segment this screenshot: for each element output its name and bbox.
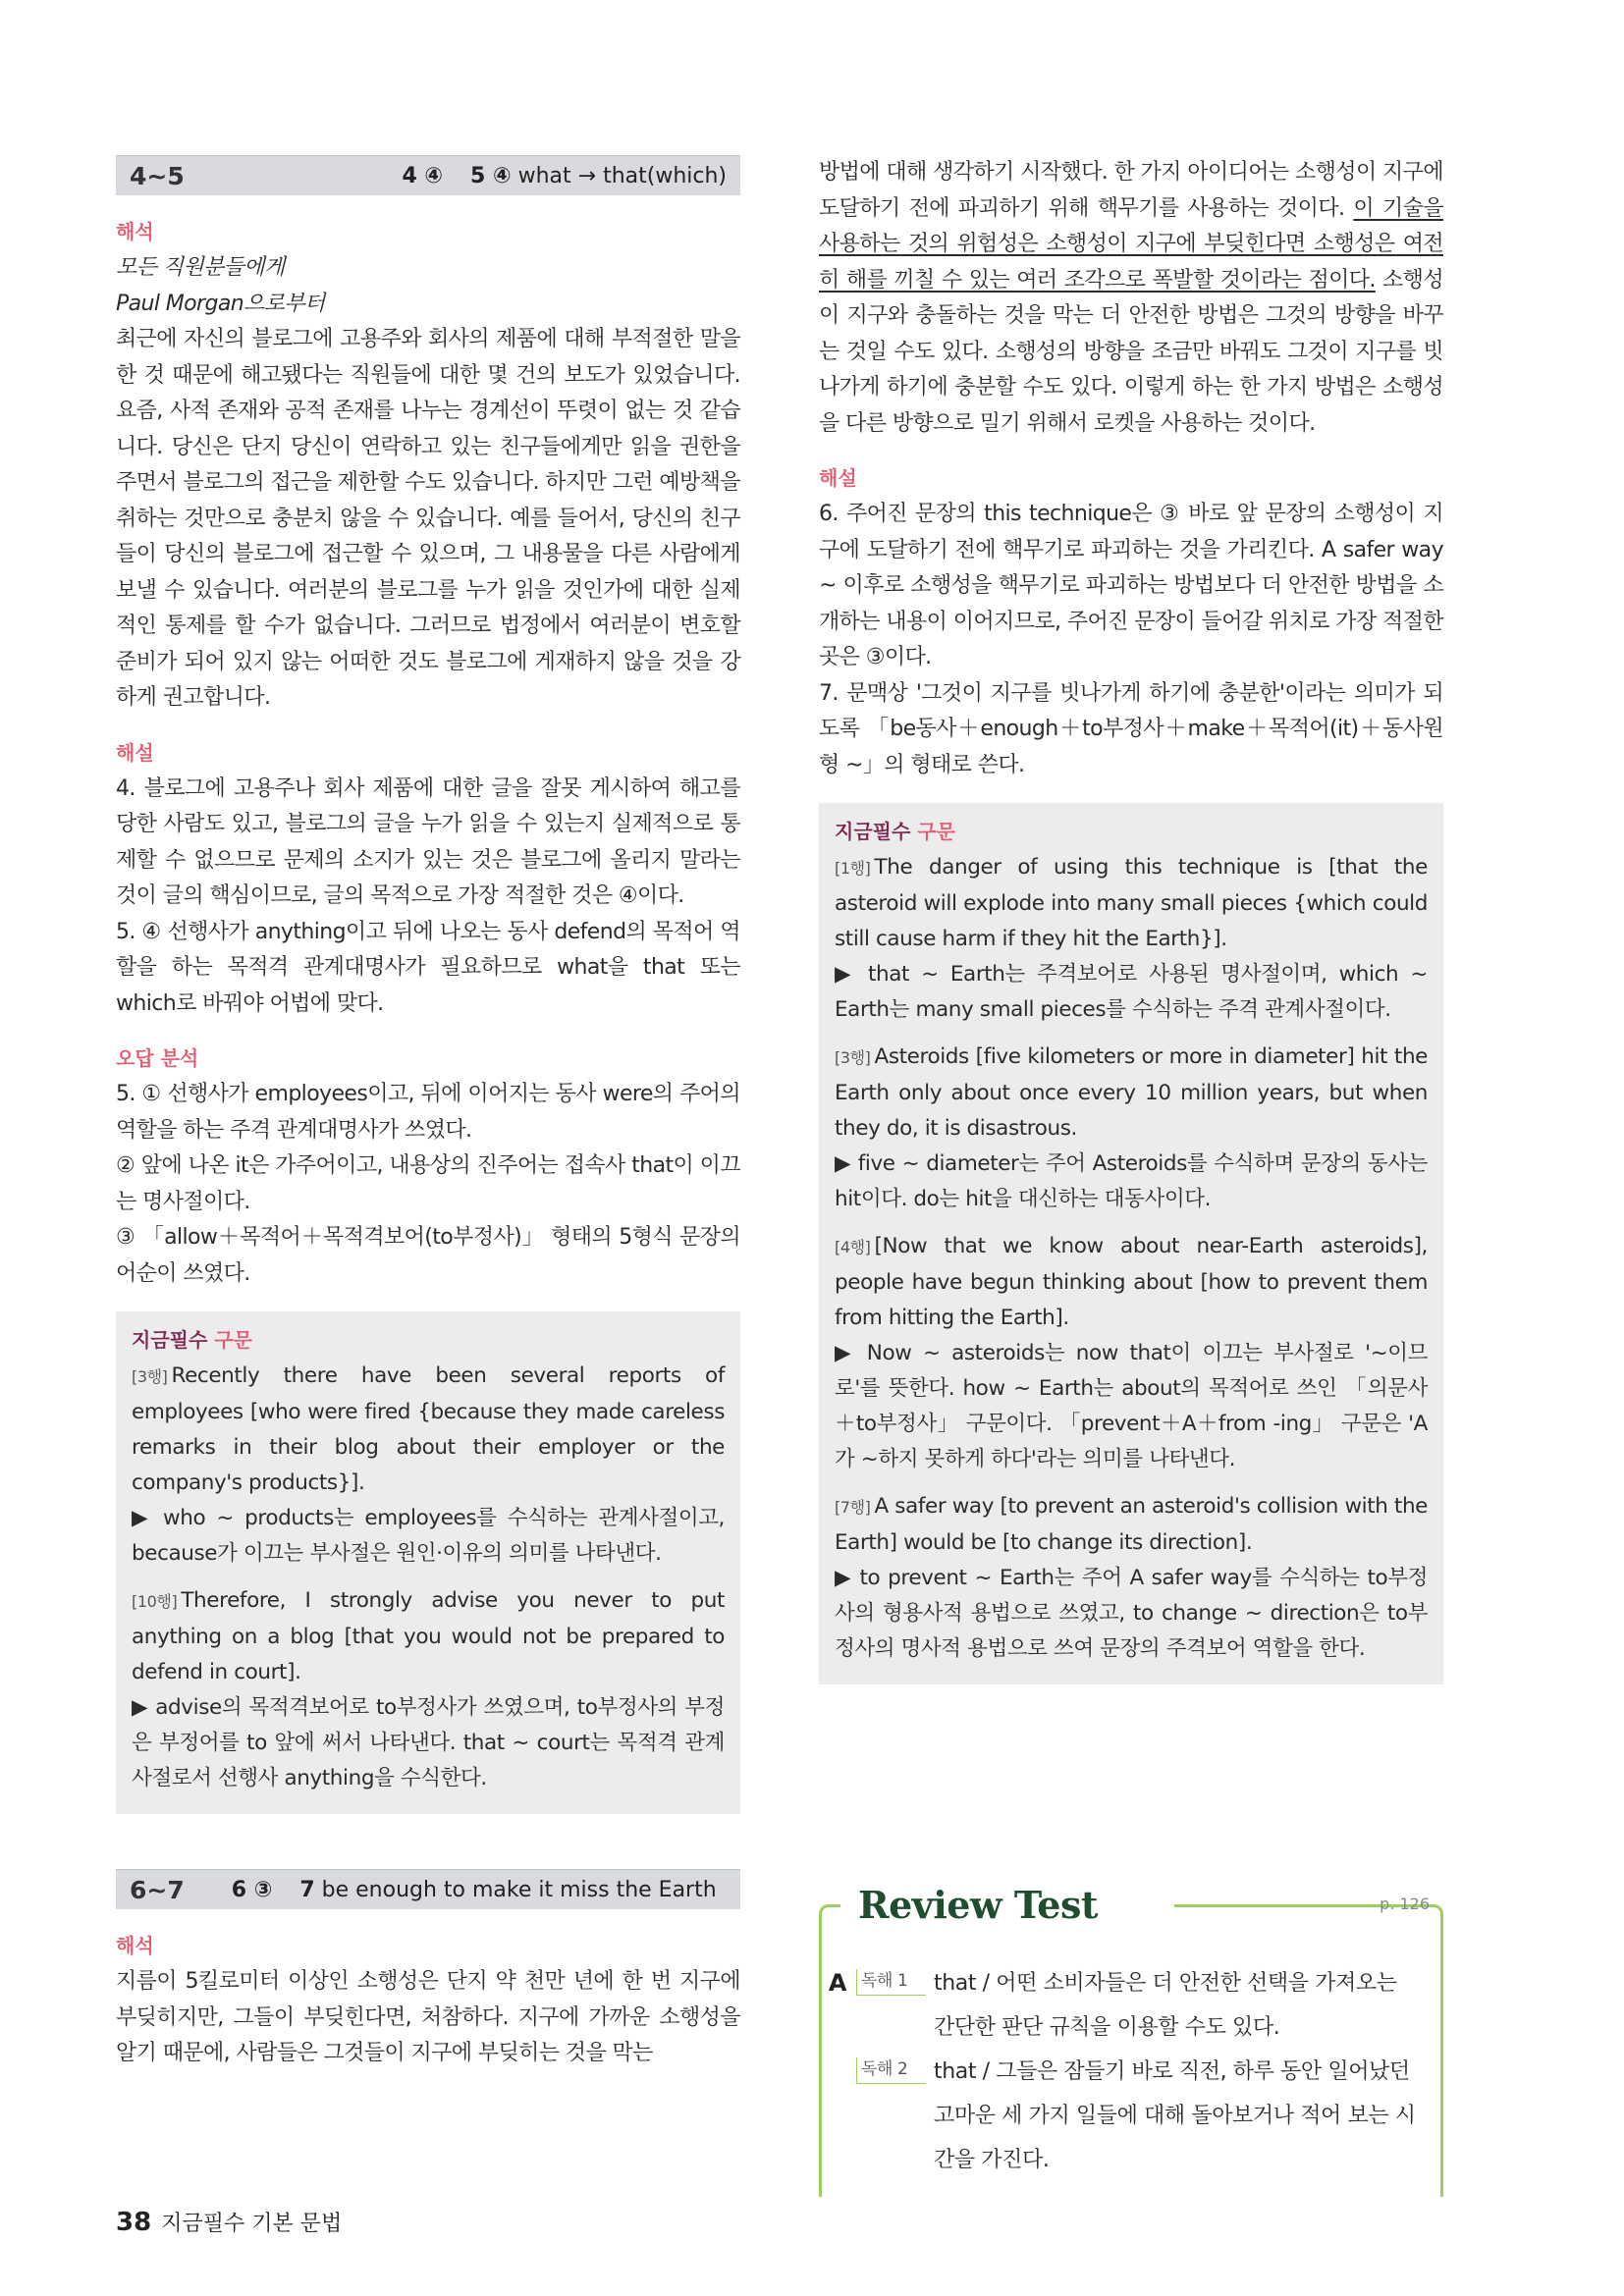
syntax-sentence: [1행] The danger of using this technique is [that the asteroid will explode into many small pieces {which could still cause harm if they hit the Earth}]. bbox=[835, 855, 1428, 951]
section-number: 4~5 bbox=[130, 161, 185, 190]
wrong-analysis-3: ③ 「allow＋목적어＋목적격보어(to부정사)」 형태의 5형식 문장의 어순이 쓰였다. bbox=[116, 1225, 740, 1286]
wrong-analysis-2: ② 앞에 나온 it은 가주어이고, 내용상의 진주어는 접속사 that이 이끄는 명사절이다. bbox=[116, 1153, 740, 1214]
section-number: 6~7 bbox=[130, 1875, 185, 1904]
syntax-sentence: [3행] Asteroids [five kilometers or more in diameter] hit the Earth only about once every 10 million years, but when they do, it is disastrous. bbox=[835, 1044, 1428, 1141]
answer-bar-6-7 bbox=[116, 1869, 740, 1909]
review-item-text: that / 어떤 소비자들은 더 안전한 선택을 가져오는 간단한 판단 규칙을 이용할 수도 있다. bbox=[934, 1971, 1397, 2040]
explanation-6: 6. 주어진 문장의 this technique은 ③ 바로 앞 문장의 소행성이 지구에 도달하기 전에 핵무기로 파괴하는 것을 가리킨다. A safer way ~ 이후로 소행성을 핵무기로 파괴하는 방법보다 더 안전한 방법을 소개하는 내용이 이어지므로, 주어진 문장이 들어갈 위치로 가장 적절한 곳은 ③이다. bbox=[819, 502, 1443, 669]
label-wrong-analysis: 오답 분석 bbox=[116, 1046, 199, 1070]
syntax-note: ▶ five ~ diameter는 주어 Asteroids를 수식하며 문장의 동사는 hit이다. do는 hit을 대신하는 대동사이다. bbox=[835, 1151, 1428, 1211]
syntax-note: ▶ that ~ Earth는 주격보어로 사용된 명사절이며, which ~ Earth는 many small pieces를 수식하는 주격 관계사절이다. bbox=[835, 962, 1428, 1022]
left-column bbox=[116, 155, 740, 2072]
label-explanation: 해설 bbox=[116, 740, 154, 765]
page-footer bbox=[116, 2207, 342, 2237]
translation-text: 지름이 5킬로미터 이상인 소행성은 단지 약 천만 년에 한 번 지구에 부딪히지만, 그들이 부딪힌다면, 처참하다. 지구에 가까운 소행성을 알기 때문에, 사람들은 그것들이 지구에 부딪히는 것을 막는 bbox=[116, 1969, 740, 2065]
label-translation: 해석 bbox=[116, 1934, 154, 1957]
answer-key: 6 ③ 7 be enough to make it miss the Earth bbox=[231, 1877, 717, 1902]
syntax-note: ▶ advise의 목적격보어로 to부정사가 쓰였으며, to부정사의 부정은 부정어를 to 앞에 써서 나타낸다. that ~ court는 목적격 관계사절로서 선행사 anything을 수식한다. bbox=[132, 1695, 725, 1790]
syntax-note: ▶ who ~ products는 employees를 수식하는 관계사절이고, because가 이끄는 부사절은 원인·이유의 의미를 나타낸다. bbox=[132, 1506, 725, 1566]
syntax-sentence: [7행] A safer way [to prevent an asteroid's collision with the Earth] would be [to change its direction]. bbox=[835, 1494, 1428, 1555]
wrong-analysis-1: 5. ① 선행사가 employees이고, 뒤에 이어지는 동사 were의 주어의 역할을 하는 주격 관계대명사가 쓰였다. bbox=[116, 1082, 740, 1143]
review-item-tag: 독해 1 bbox=[856, 1969, 926, 1996]
underlined-sentence: 이 기술을 사용하는 것의 위험성은 소행성이 지구에 부딪힌다면 소행성은 여전히 해를 끼칠 수 있는 여러 조각으로 폭발할 것이라는 점이다. bbox=[819, 195, 1443, 293]
review-title: Review Test bbox=[858, 1883, 1098, 1927]
key-syntax-box bbox=[116, 1311, 740, 1814]
page-number: 38 bbox=[116, 2208, 152, 2237]
syntax-sentence: [4행] [Now that we know about near-Earth asteroids], people have begun thinking about [how to prevent them from hitting the Earth]. bbox=[835, 1234, 1428, 1330]
translation-continued: 방법에 대해 생각하기 시작했다. 한 가지 아이디어는 소행성이 지구에 도달하기 전에 파괴하기 위해 핵무기를 사용하는 것이다. 이 기술을 사용하는 것의 위험성은 소행성이 지구에 부딪힌다면 소행성은 여전히 해를 끼칠 수 있는 여러 조각으로 폭발할 것이라는 점이다. 소행성이 지구와 충돌하는 것을 막는 더 안전한 방법은 그것의 방향을 바꾸는 것일 수도 있다. 소행성의 방향을 조금만 바꿔도 그것이 지구를 빗나가게 하기에 충분할 수도 있다. 이렇게 하는 한 가지 방법은 소행성을 다른 방향으로 밀기 위해서 로켓을 사용하는 것이다. bbox=[819, 160, 1443, 436]
box-title: 지금필수 구문 bbox=[132, 1328, 252, 1352]
key-syntax-box bbox=[819, 803, 1443, 1684]
answer-bar-4-5 bbox=[116, 155, 740, 195]
right-column bbox=[819, 155, 1443, 1684]
explanation-7: 7. 문맥상 '그것이 지구를 빗나가게 하기에 충분한'이라는 의미가 되도록 「be동사＋enough＋to부정사＋make＋목적어(it)＋동사원형 ~」의 형태로 쓴다. bbox=[819, 680, 1443, 777]
box-title: 지금필수 구문 bbox=[835, 820, 955, 843]
review-page-ref: p. 126 bbox=[1380, 1895, 1430, 1913]
label-explanation: 해설 bbox=[819, 466, 857, 490]
explanation-5: 5. ④ 선행사가 anything이고 뒤에 나오는 동사 defend의 목적어 역할을 하는 목적격 관계대명사가 필요하므로 what을 that 또는 which로 바꿔야 어법에 맞다. bbox=[116, 919, 740, 1016]
explanation-4: 4. 블로그에 고용주나 회사 제품에 대한 글을 잘못 게시하여 해고를 당한 사람도 있고, 블로그의 글을 누가 읽을 수 있는지 실제적으로 통제할 수 없으므로 문제의 소지가 있는 것은 블로그에 올리지 말라는 것이 글의 핵심이므로, 글의 목적으로 가장 적절한 것은 ④이다. bbox=[116, 775, 740, 908]
syntax-sentence: [10행] Therefore, I strongly advise you never to put anything on a blog [that you would not be prepared to defend in court]. bbox=[132, 1588, 725, 1684]
syntax-note: ▶ to prevent ~ Earth는 주어 A safer way를 수식하는 to부정사의 형용사적 용법으로 쓰였고, to change ~ direction은 to부정사의 명사적 용법으로 쓰여 문장의 주격보어 역할을 한다. bbox=[835, 1566, 1428, 1661]
label-translation: 해석 bbox=[116, 220, 154, 243]
book-title: 지금필수 기본 문법 bbox=[161, 2212, 343, 2236]
review-item-text: that / 그들은 잠들기 바로 직전, 하루 동안 일어났던 고마운 세 가지 일들에 대해 돌아보거나 적어 보는 시간을 가진다. bbox=[934, 2059, 1416, 2172]
review-test-section bbox=[819, 1883, 1443, 2172]
review-item bbox=[819, 2050, 1443, 2182]
review-item-tag: 독해 2 bbox=[856, 2057, 926, 2084]
review-letter: A bbox=[828, 1969, 847, 1997]
syntax-note: ▶ Now ~ asteroids는 now that이 이끄는 부사절로 '~이므로'를 뜻한다. how ~ Earth는 about의 목적어로 쓰인 「의문사＋to부정사」 구문이다. 「prevent＋A＋from -ing」 구문은 'A가 ~하지 못하게 하다'라는 의미를 나타낸다. bbox=[835, 1341, 1428, 1471]
review-item bbox=[819, 1961, 1443, 2050]
letter-to-line: 모든 직원분들에게 bbox=[116, 255, 285, 280]
translation-text: 최근에 자신의 블로그에 고용주와 회사의 제품에 대해 부적절한 말을 한 것 때문에 해고됐다는 직원들에 대한 몇 건의 보도가 있었습니다. 요즘, 사적 존재와 공적 존재를 나누는 경계선이 뚜렷이 없는 것 같습니다. 당신은 단지 당신이 연락하고 있는 친구들에게만 읽을 권한을 주면서 블로그의 접근을 제한할 수도 있습니다. 하지만 그런 예방책을 취하는 것만으로 충분치 않을 수 있습니다. 예를 들어서, 당신의 친구들이 당신의 블로그에 접근할 수 있으며, 그 내용물을 다른 사람에게 보낼 수 있습니다. 여러분의 블로그를 누가 읽을 것인가에 대한 실제적인 통제를 할 수가 없습니다. 그러므로 법정에서 여러분이 변호할 준비가 되어 있지 않는 어떠한 것도 블로그에 게재하지 않을 것을 강하게 권고합니다. bbox=[116, 327, 740, 710]
letter-from-line: Paul Morgan으로부터 bbox=[116, 291, 325, 316]
syntax-sentence: [3행] Recently there have been several reports of employees [who were fired {because they made careless remarks in their blog about their employer or the company's products}]. bbox=[132, 1363, 725, 1495]
answer-key: 4 ④ 5 ④ what → that(which) bbox=[402, 163, 727, 188]
